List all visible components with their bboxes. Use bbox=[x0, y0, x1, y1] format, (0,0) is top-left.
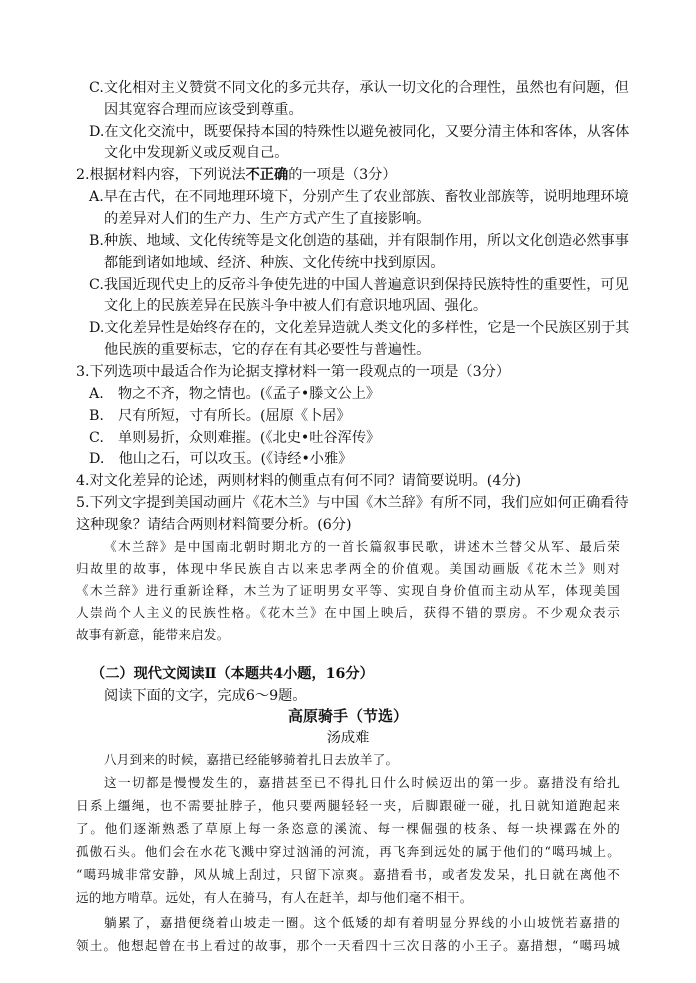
question-2-stem-suffix: 的一项是（3分） bbox=[288, 167, 397, 183]
option-d-line-1: D.在文化交流中，既要保持本国的特殊性以避免被同化，又要分清主体和客体，从客体 bbox=[89, 124, 630, 140]
question-3-stem: 3.下列选项中最适合作为论据支撑材料一第一段观点的一项是（3分） bbox=[76, 364, 511, 380]
q2-option-c-line-2: 文化上的民族差异在民族斗争中被人们有意识地巩固、强化。 bbox=[104, 298, 488, 314]
story-line-5: 孤傲石头。他们会在水花飞溅中穿过汹涌的河流，再飞奔到远处的属于他们的“噶玛城上。 bbox=[76, 844, 620, 859]
story-title: 高原骑手（节选） bbox=[287, 707, 408, 725]
q2-option-c-line-1: C.我国近现代史上的反帝斗争使先进的中国人普遍意识到保持民族特性的重要性，可见 bbox=[89, 277, 629, 293]
q2-option-a-line-2: 的差异对人们的生产力、生产方式产生了直接影响。 bbox=[104, 211, 431, 227]
question-2-stem bbox=[76, 165, 397, 185]
q5-passage-line-5: 故事有新意，能带来启发。 bbox=[76, 627, 230, 642]
question-5-line-2: 这种现象？请结合两则材料简要分析。(6分) bbox=[76, 517, 352, 533]
option-d-line-2: 文化中发现新义或反观自己。 bbox=[104, 145, 289, 161]
q3-option-a: A. 物之不齐，物之情也。(《孟子•滕文公上》 bbox=[89, 386, 381, 402]
story-line-1: 八月到来的时候，嘉措已经能够骑着扎日去放羊了。 bbox=[104, 752, 399, 767]
story-line-7: 远的地方啃草。远处，有人在骑马，有人在赶羊，却与他们毫不相干。 bbox=[76, 890, 473, 905]
question-2-stem-prefix: 2.根据材料内容，下列说法 bbox=[76, 167, 246, 183]
q5-passage-line-2: 归故里的故事，体现中华民族自古以来忠孝两全的价值观。美国动画版《花木兰》则对 bbox=[76, 561, 620, 576]
q3-option-c: C. 单则易折，众则难摧。(《北史•吐谷浑传》 bbox=[89, 430, 381, 446]
story-line-8: 躺累了，嘉措便绕着山坡走一圈。这个低矮的却有着明显分界线的小山坡恍若嘉措的 bbox=[104, 915, 620, 930]
q5-passage-line-4: 人崇尚个人主义的民族性格。《花木兰》在中国上映后，获得不错的票房。不少观众表示 bbox=[76, 605, 620, 620]
story-line-2: 这一切都是慢慢发生的，嘉措甚至已不得扎日什么时候迈出的第一步。嘉措没有给扎 bbox=[104, 775, 620, 790]
section-2-heading: （二）现代文阅读Ⅱ（本题共4小题，16分） bbox=[91, 666, 374, 682]
question-5-line-1: 5.下列文字提到美国动画片《花木兰》与中国《木兰辞》有所不同，我们应如何正确看待 bbox=[76, 495, 629, 511]
q2-option-a-line-1: A.早在古代，在不同地理环境下，分别产生了农业部族、畜牧业部族等，说明地理环境 bbox=[89, 189, 629, 205]
q2-option-d-line-2: 他民族的重要标志，它的存在有其必要性与普遍性。 bbox=[104, 342, 431, 358]
story-line-4: 了。他们逐渐熟悉了草原上每一条恣意的溪流、每一棵倔强的枝条、每一块裸露在外的 bbox=[76, 821, 620, 836]
q2-option-d-line-1: D.文化差异性是始终存在的，文化差异造就人类文化的多样性，它是一个民族区别于其 bbox=[89, 320, 630, 336]
q5-passage-line-1: 《木兰辞》是中国南北朝时期北方的一首长篇叙事民歌，讲述木兰替父从军、最后荣 bbox=[104, 539, 620, 554]
story-line-6: “噶玛城非常安静，风从城上刮过，只留下凉爽。嘉措看书，或者发发呆，扎日就在离他不 bbox=[76, 867, 620, 882]
question-2-stem-bold: 不正确 bbox=[245, 167, 289, 183]
q5-passage-line-3: 《木兰辞》进行重新诠释，木兰为了证明男女平等、实现自身价值而主动从军，体现美国 bbox=[76, 583, 620, 598]
story-line-9: 领土。他想起曾在书上看过的故事，那个一天看四十三次日落的小王子。嘉措想，“噶玛城 bbox=[76, 938, 620, 953]
q3-option-b: B. 尺有所短，寸有所长。(屈原《卜居》 bbox=[89, 408, 351, 424]
story-line-3: 日系上缰绳，也不需要扯脖子，他只要两腿轻轻一夹，后脚跟碰一碰，扎日就知道跑起来 bbox=[76, 798, 620, 813]
option-c-line-1: C.文化相对主义赞赏不同文化的多元共存，承认一切文化的合理性，虽然也有问题，但 bbox=[89, 80, 629, 96]
q2-option-b-line-2: 都能到诸如地域、经济、种族、文化传统中找到原因。 bbox=[104, 255, 445, 271]
section-2-instruction: 阅读下面的文字，完成6～9题。 bbox=[104, 688, 307, 704]
story-author: 汤成难 bbox=[326, 730, 370, 746]
option-c-line-2: 因其宽容合理而应该受到尊重。 bbox=[104, 102, 303, 118]
question-4: 4.对文化差异的论述，两则材料的侧重点有何不同？请简要说明。(4分) bbox=[76, 473, 522, 489]
q3-option-d: D. 他山之石，可以攻玉。(《诗经•小雅》 bbox=[89, 451, 353, 467]
q2-option-b-line-1: B.种族、地域、文化传统等是文化创造的基础，并有限制作用，所以文化创造必然事事 bbox=[89, 233, 629, 249]
